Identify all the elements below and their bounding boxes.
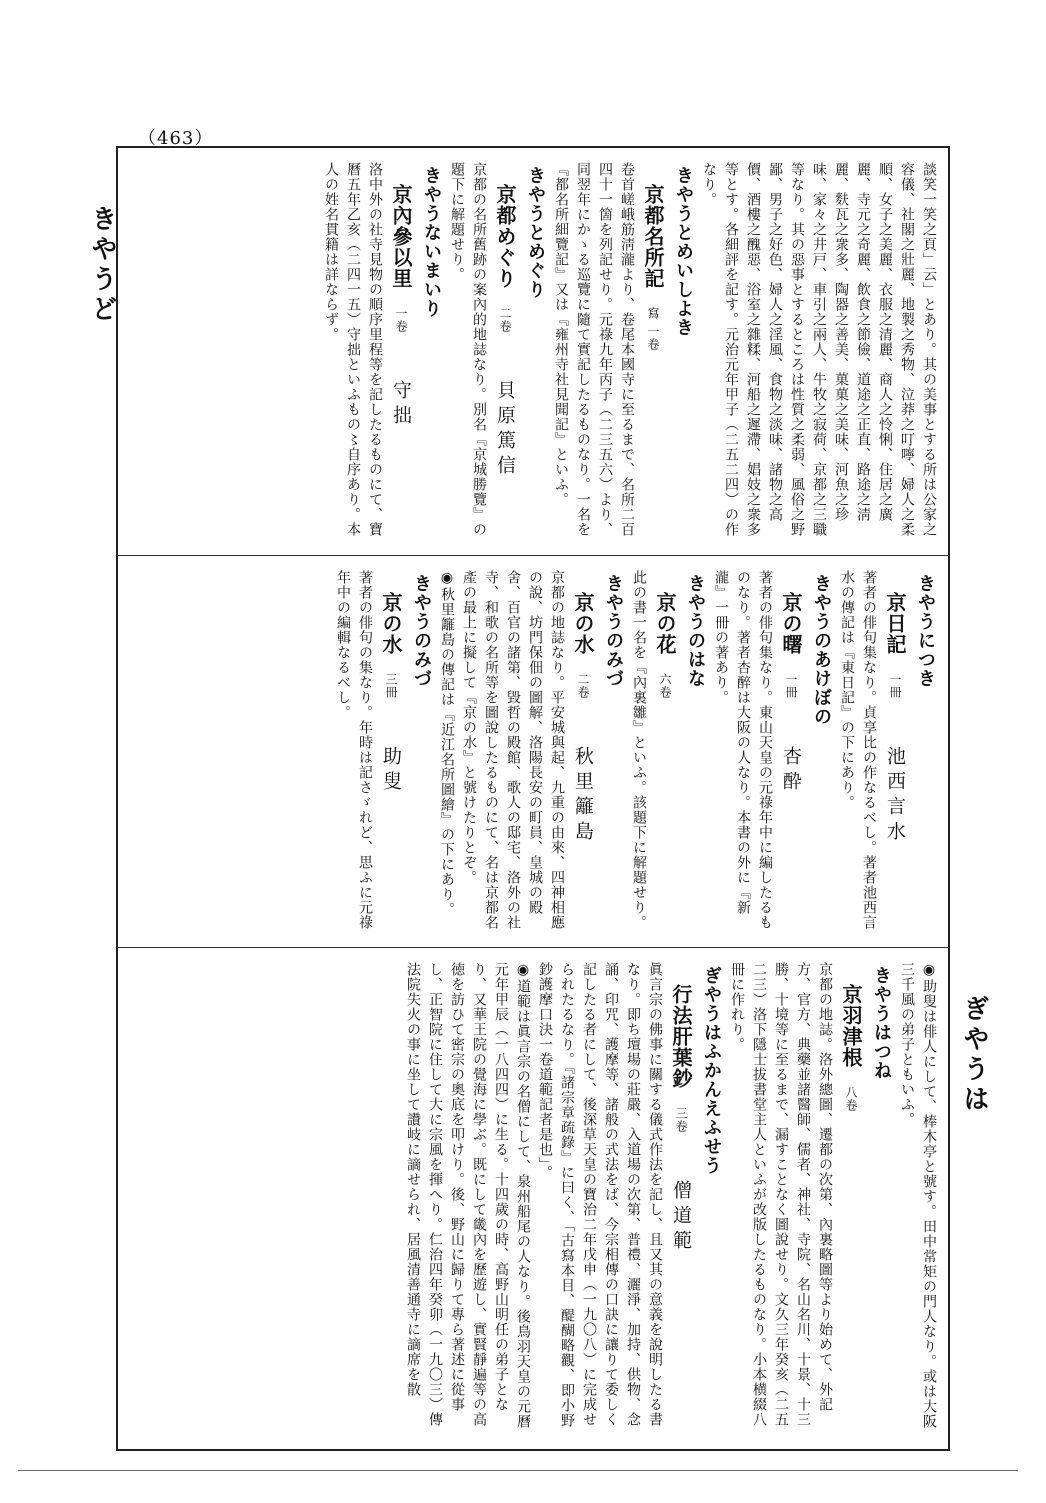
entry-body: 洛中外の社寺見物の順序里程等を記したるものにて、寶曆五年乙亥（二四一五）守拙といふもの〻自序あり。本人の姓名貫籍は詳ならず。 (323, 162, 383, 537)
entry-body: 京都の名所舊跡の案內的地誌なり。別名『京城勝覽』の題下に解題せり。 (449, 162, 487, 537)
entry-heading: きやうのはな (685, 574, 706, 688)
entry-title: 京日記 (883, 591, 907, 655)
entry (402, 962, 534, 1439)
entry-volume: 二卷 (576, 672, 590, 699)
entry (458, 570, 628, 937)
entry-author: 僧道範 (670, 1180, 692, 1256)
entry-title-line (490, 162, 520, 545)
entry-title-line (776, 570, 806, 937)
entry-title: 京都めぐり (493, 183, 517, 289)
entry-title-line (386, 162, 416, 545)
entry-heading: きやうとめいしよき (673, 166, 694, 337)
entry-heading: ぎやうはふかんえふせう (701, 966, 722, 1175)
entry-body: 京都の地誌。洛外總圖、遷都の次第、內裏略圖等より始めて、外記方、官方、典藥並諸醫師、儒者、神社、寺院、名山名川、十景、十三勝、十境等に至るまで、漏すことなく圖說せり。文久三年癸亥（二五二三）洛下隱士拔書堂主人といふが改版したるものなり。小本横綴八冊に作れり。 (729, 962, 833, 1427)
entry-title-line (376, 570, 406, 937)
entry-title-line (638, 162, 668, 545)
entry-volume: 寫 一卷 (646, 306, 660, 351)
entry-heading: きやうとめぐり (525, 166, 546, 299)
entry-volume: 一冊 (888, 672, 902, 699)
entry-heading: きやうにつき (915, 574, 936, 688)
entry-body: 卷首嵯峨筋淸瀧より、卷尾本國寺に至るまで、名所二百四十一箇を列記せり。元祿九年丙子（二三五六）より、同翌年にかゝる巡覽に隨て實記したるものなり。一名を『都名所細覽記』又は『雍州寺社見聞記』といふ。 (553, 162, 635, 537)
entry-author: 貝原篤信 (494, 380, 516, 481)
entry (698, 162, 940, 545)
entry-volume: 三卷 (674, 1106, 688, 1133)
running-head-top: きやうど (87, 205, 117, 325)
entry-body: 著者の俳句集なり。貞享比の作なるべし。著者池西言水の傳記は『東日記』の下にあり。 (839, 570, 877, 930)
entry-volume: 一卷 (394, 306, 408, 333)
entry-title-line (650, 570, 680, 937)
entry-volume: 六卷 (658, 672, 672, 699)
text-band-1 (118, 148, 948, 556)
entry-heading: きやうはつね (871, 966, 892, 1080)
entry (332, 570, 436, 937)
entry (550, 162, 698, 545)
entry-heading: きやうのみづ (411, 574, 432, 688)
entry-volume: 二卷 (498, 306, 512, 333)
entry (896, 962, 940, 1439)
entry-title: 京都名所記 (641, 183, 665, 289)
entry-heading: きやうないまいり (421, 166, 442, 318)
entry-body: ◉秋里籬島の傳記は『近江名所圖繪』の下にあり。 (439, 570, 455, 917)
entry-title: 京羽津根 (839, 983, 863, 1068)
entry-author: 助叟 (380, 746, 402, 797)
entry-title: 京の曙 (779, 591, 803, 655)
entry-author: 守拙 (390, 380, 412, 431)
entry (836, 570, 940, 937)
running-head-bottom: ぎやうは (959, 995, 989, 1115)
entry-body: 此の書一名を『內裏雛』といふ。該題下に解題せり。 (631, 570, 647, 930)
text-frame (116, 146, 950, 1451)
entry-title-line (568, 570, 598, 937)
entry-title: 京の水 (379, 591, 403, 655)
entry-title-line (880, 570, 910, 937)
entry-title-line (836, 962, 866, 1439)
entry-body: 眞言宗の佛事に關する儀式作法を記し、且又其の意義を說明したる書なり。即ち壇場の莊嚴、入道場の次第、普禮、灑淨、加持、供物、念誦、印咒、護摩等、諸般の式法をば、今宗相傳の口訣に讓りて委しく記したる者にして、後深草天皇の寶治二年戊申（一九〇八）に完成せられたるなり。『諸宗章疏錄』に曰く、「古寫本目、醍醐略觀、即小野鈔護摩口決一卷道範記者是也」。 (537, 962, 663, 1428)
entry-heading: きやうのみづ (603, 574, 624, 688)
entry (446, 162, 550, 545)
entry-title: 京の花 (653, 591, 677, 655)
entry-body: 京都の地誌なり。平安城與起、九重の由來、四神相應の說、坊門保佃の圖解、洛陽長安の町員、皇城の殿舍、百官の諸第、毀哲の殿館、歌人の邸宅、洛外の社寺、和歌の名所等を圖說したるものにて、名は京都名產の最上に擬して『京の水』と號けたりとぞ。 (461, 570, 565, 930)
entry-volume: 一冊 (784, 672, 798, 699)
entry-title-line (666, 962, 696, 1439)
entry-author: 杏酔 (780, 746, 802, 797)
entry-heading: きやうのあけぼの (811, 574, 832, 726)
bottom-rule (18, 1470, 1018, 1471)
entry (534, 962, 726, 1439)
entry-body: ◉助叟は俳人にして、棒木亭と號す。田中常矩の門人なり。或は大阪三千風の弟子ともいふ。 (899, 962, 937, 1429)
entry-body: 著者の俳句集なり。東山天皇の元祿年中に編したるものなり。著者杏醉は大阪の人なり。本書の外に『新瀧』一冊の著あり。 (713, 570, 773, 930)
text-band-3 (118, 948, 948, 1449)
entry-author: 池西言水 (884, 746, 906, 847)
entry-body: 談笑一笑之頁」云」とあり。其の美事とする所は公家之容儀、社閣之壯麗、地製之秀物、泣莽之叮嚀、婦人之柔順、女子之美麗、衣服之清麗、商人之怜悧、住居之廣麗、寺元之奇麗、飲食之節儉、道途之正直、路途之淸麗、麩瓦之衆多、陶器之善美、菓菓之美味、河魚之珍味、家々之井戸、車引之兩人、牛牧之寂荷、京都之三職等なり。其の惡事とするところは性質之柔弱、風俗之野鄙、男子之好色、婦人之淫風、食物之淡味、諸物之高價、酒樓之醜惡、浴室之雜糅、河船之遲滯、娼妓之衆多等とす。各細評を記す。元治元年甲子（二五二四）の作なり。 (701, 162, 937, 537)
entry-body: 著者の俳句の集なり。年時は記さゞれど、思ふに元祿年中の編輯なるべし。 (335, 570, 373, 930)
entry-title: 行法肝葉鈔 (669, 983, 693, 1089)
entry-title: 京內參以里 (389, 183, 413, 289)
entry (320, 162, 446, 545)
page-number: （463） (138, 128, 214, 149)
text-band-2 (118, 556, 948, 948)
entry (710, 570, 836, 937)
entry-body: ◉道範は眞言宗の名僧にして、泉州船尾の人なり。後鳥羽天皇の元曆元年甲辰（一八四四）に生る。十四歲の時、高野山明任の弟子となり、又華王院の覺海に學ぶ。既にして畿內を歷遊し、實賢靜遍等の高徳を訪ひて密宗の奧底を叩けり。後、野山に歸りて專ら著述に從事し、正智院に住して大に宗風を揮へり。仁治四年癸卯（一九〇三）傳法院失火の事に坐して讚岐に謫せられ、居風清善通寺に謫席を散 (405, 962, 531, 1429)
entry-volume: 八卷 (844, 1085, 858, 1112)
entry-volume: 三冊 (384, 672, 398, 699)
entry (436, 570, 458, 937)
entry (726, 962, 896, 1439)
entry-title: 京の水 (571, 591, 595, 655)
entry-author: 秋里籬島 (572, 746, 594, 847)
entry (628, 570, 710, 937)
